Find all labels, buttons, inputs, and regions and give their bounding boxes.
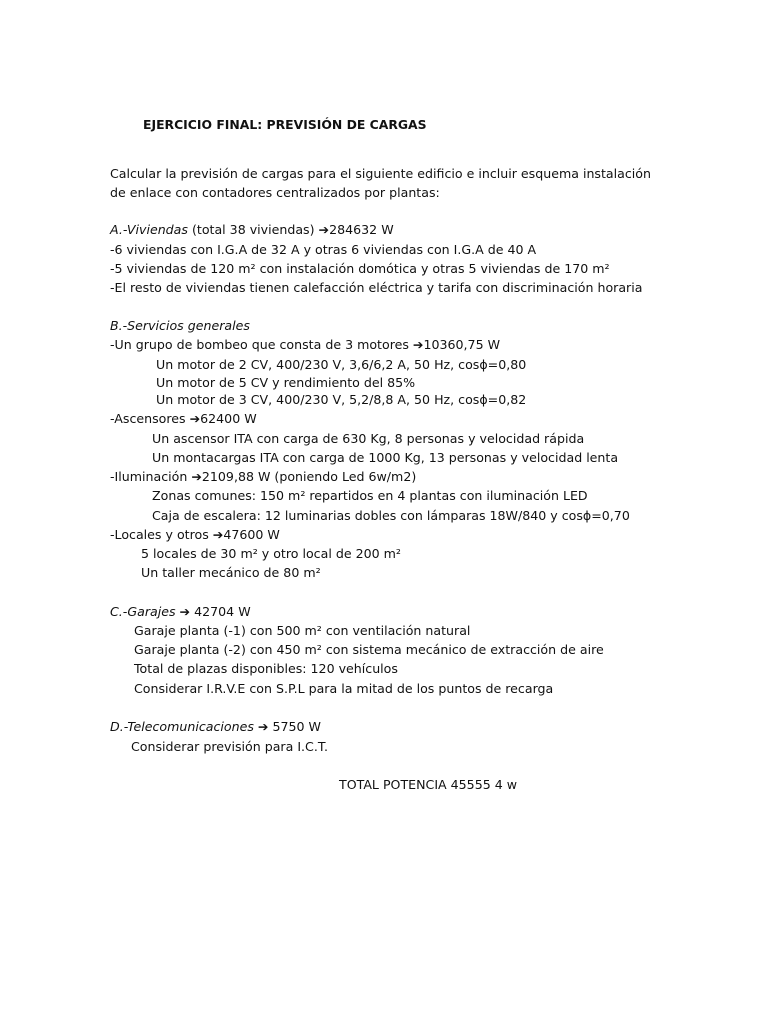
section-d-header <box>110 717 321 736</box>
ascensores-line <box>110 409 257 428</box>
locales-label: -Locales y otros <box>110 527 213 542</box>
arrow-icon: ➔ <box>257 719 269 734</box>
arrow-icon: ➔ <box>212 527 224 542</box>
garaje-item: Total de plazas disponibles: 120 vehículos <box>134 661 398 676</box>
locales-value: 47600 W <box>223 527 280 542</box>
intro-line-1: Calcular la previsión de cargas para el siguiente edificio e incluir esquema instalación <box>110 166 651 181</box>
motor-item: Un motor de 3 CV, 400/230 V, 5,2/8,8 A, 50 Hz, cosɸ=0,82 <box>156 392 527 407</box>
iluminacion-item: Caja de escalera: 12 luminarias dobles con lámparas 18W/840 y cosɸ=0,70 <box>152 508 630 523</box>
arrow-icon: ➔ <box>412 337 424 352</box>
intro-line-2: de enlace con contadores centralizados por plantas: <box>110 185 440 200</box>
section-c-header <box>110 602 251 621</box>
section-c-value: 42704 W <box>194 604 251 619</box>
section-d-value: 5750 W <box>272 719 321 734</box>
section-b-heading: B.-Servicios generales <box>110 318 250 333</box>
telecom-item: Considerar previsión para I.C.T. <box>131 739 329 754</box>
arrow-icon: ➔ <box>318 222 330 237</box>
document-title: EJERCICIO FINAL: PREVISIÓN DE CARGAS <box>143 117 427 132</box>
locales-item: Un taller mecánico de 80 m² <box>141 565 321 580</box>
ascensores-label: -Ascensores <box>110 411 190 426</box>
garaje-item: Considerar I.R.V.E con S.P.L para la mitad de los puntos de recarga <box>134 681 554 696</box>
section-a-note: (total 38 viviendas) <box>187 222 319 237</box>
list-item: -6 viviendas con I.G.A de 32 A y otras 6 viviendas con I.G.A de 40 A <box>110 242 537 257</box>
ascensor-item: Un ascensor ITA con carga de 630 Kg, 8 personas y velocidad rápida <box>152 431 585 446</box>
arrow-icon: ➔ <box>189 411 201 426</box>
section-d-heading: D.-Telecomunicaciones <box>110 719 254 734</box>
section-a-heading: A.-Viviendas <box>110 222 188 237</box>
iluminacion-item: Zonas comunes: 150 m² repartidos en 4 plantas con iluminación LED <box>152 488 588 503</box>
iluminacion-line <box>110 467 416 486</box>
ascensor-item: Un montacargas ITA con carga de 1000 Kg, 13 personas y velocidad lenta <box>152 450 619 465</box>
garaje-item: Garaje planta (-2) con 450 m² con sistema mecánico de extracción de aire <box>134 642 604 657</box>
motor-item: Un motor de 2 CV, 400/230 V, 3,6/6,2 A, 50 Hz, cosɸ=0,80 <box>156 357 527 372</box>
bombeo-label: -Un grupo de bombeo que consta de 3 motores <box>110 337 413 352</box>
arrow-icon: ➔ <box>179 604 191 619</box>
garaje-item: Garaje planta (-1) con 500 m² con ventilación natural <box>134 623 471 638</box>
locales-line <box>110 525 280 544</box>
section-c-heading: C.-Garajes <box>110 604 176 619</box>
bombeo-value: 10360,75 W <box>423 337 501 352</box>
arrow-icon: ➔ <box>191 469 202 484</box>
iluminacion-label: -Iluminación <box>110 469 192 484</box>
bombeo-line <box>110 335 500 354</box>
section-a-header <box>110 220 394 239</box>
locales-item: 5 locales de 30 m² y otro local de 200 m² <box>141 546 401 561</box>
motor-item: Un motor de 5 CV y rendimiento del 85% <box>156 375 416 390</box>
section-a-value: 284632 W <box>329 222 394 237</box>
list-item: -5 viviendas de 120 m² con instalación domótica y otras 5 viviendas de 170 m² <box>110 261 610 276</box>
list-item: -El resto de viviendas tienen calefacción eléctrica y tarifa con discriminación horaria <box>110 280 643 295</box>
total-power: TOTAL POTENCIA 45555 4 w <box>339 777 518 792</box>
ascensores-value: 62400 W <box>200 411 257 426</box>
iluminacion-value: 2109,88 W (poniendo Led 6w/m2) <box>201 469 417 484</box>
